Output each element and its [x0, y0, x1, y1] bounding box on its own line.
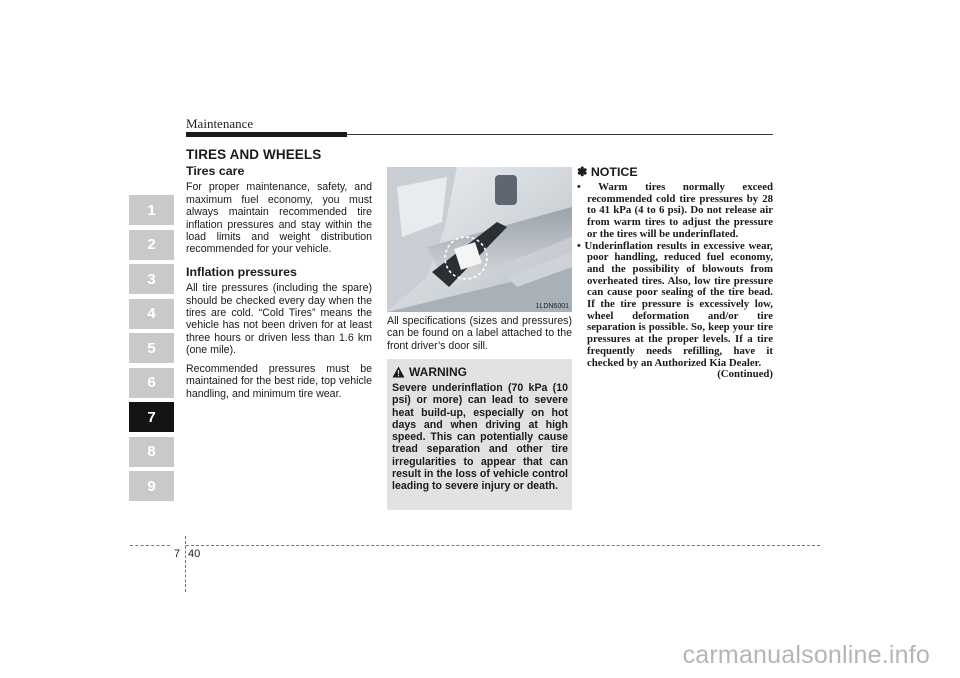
- crop-mark-left: [130, 545, 170, 546]
- chapter-tab-6[interactable]: 6: [129, 368, 174, 398]
- notice-list: [577, 182, 773, 381]
- chapter-tab-5[interactable]: 5: [129, 333, 174, 363]
- chapter-tab-3[interactable]: 3: [129, 264, 174, 294]
- photo-code: 1LDN6001: [535, 303, 569, 310]
- notice-title: ✽ NOTICE: [577, 165, 638, 179]
- column-left: [186, 165, 372, 406]
- chapter-tab-8[interactable]: 8: [129, 437, 174, 467]
- inflation-heading: Inflation pressures: [186, 264, 297, 279]
- tires-care-heading: Tires care: [186, 164, 245, 178]
- door-sill-illustration: [387, 167, 572, 312]
- footer-page-number: 40: [188, 548, 201, 560]
- chapter-tabs: [129, 195, 174, 506]
- continued-label: (Continued): [717, 368, 773, 381]
- warning-box: [387, 359, 572, 510]
- chapter-tab-2[interactable]: 2: [129, 230, 174, 260]
- spec-label-text: All specifications (sizes and pressures) can be found on a label attached to the front driver’s door sill.: [387, 315, 572, 352]
- notice-item-2: • Underinflation results in excessive wear, poor handling, reduced fuel economy, and the possibility of blowouts from overheated tires. Also, low tire pressure can cause poor sealing of the tire bead. If the tire pressure is excessively low, wheel deformation and/or tire separation is possible. So, keep your tire pressures at the proper levels. If a tire frequently needs refilling, have it checked by an Authorized Kia Dealer.: [577, 239, 773, 369]
- footer-chapter-number: 7: [174, 548, 181, 560]
- chapter-tab-4[interactable]: 4: [129, 299, 174, 329]
- watermark: carmanualsonline.info: [682, 641, 930, 669]
- warning-text: Severe underinflation (70 kPa (10 psi) or more) can lead to severe heat build-up, especially on hot days and when driving at high speed. This can potentially cause tread separation and other tire irregularities to appear that can result in the loss of vehicle control leading to severe injury or death.: [392, 382, 568, 493]
- inflation-para-1: All tire pressures (including the spare) should be checked every day when the tires are cold. “Cold Tires” means the vehicle has not been driven for at least three hours or driven less than 1.6 km (one mile).: [186, 282, 372, 357]
- header-section-title: Maintenance: [186, 116, 254, 131]
- warning-title: WARNING: [409, 365, 467, 379]
- notice-item-1: • Warm tires normally exceed recommended cold tire pressures by 28 to 41 kPa (4 to 6 psi). Do not release air from warm tires to adjust the pressure or the tires will be underinflated.: [577, 181, 773, 240]
- header-accent-bar: [186, 132, 347, 137]
- footer-rule: [186, 545, 820, 546]
- chapter-tab-9[interactable]: 9: [129, 471, 174, 501]
- footer-divider: [185, 536, 186, 592]
- section-title: TIRES AND WHEELS: [186, 147, 322, 162]
- tires-care-text: For proper maintenance, safety, and maximum fuel economy, you must always maintain recommended tire inflation pressures and stay within the load limits and weight distribution recommended for your vehicle.: [186, 181, 372, 256]
- chapter-tab-1[interactable]: 1: [129, 195, 174, 225]
- chapter-tab-7[interactable]: 7: [129, 402, 174, 432]
- inflation-para-2: Recommended pressures must be maintained for the best ride, top vehicle handling, and minimum tire wear.: [186, 362, 372, 400]
- warning-triangle-icon: [392, 365, 405, 383]
- door-sill-photo: [387, 167, 572, 312]
